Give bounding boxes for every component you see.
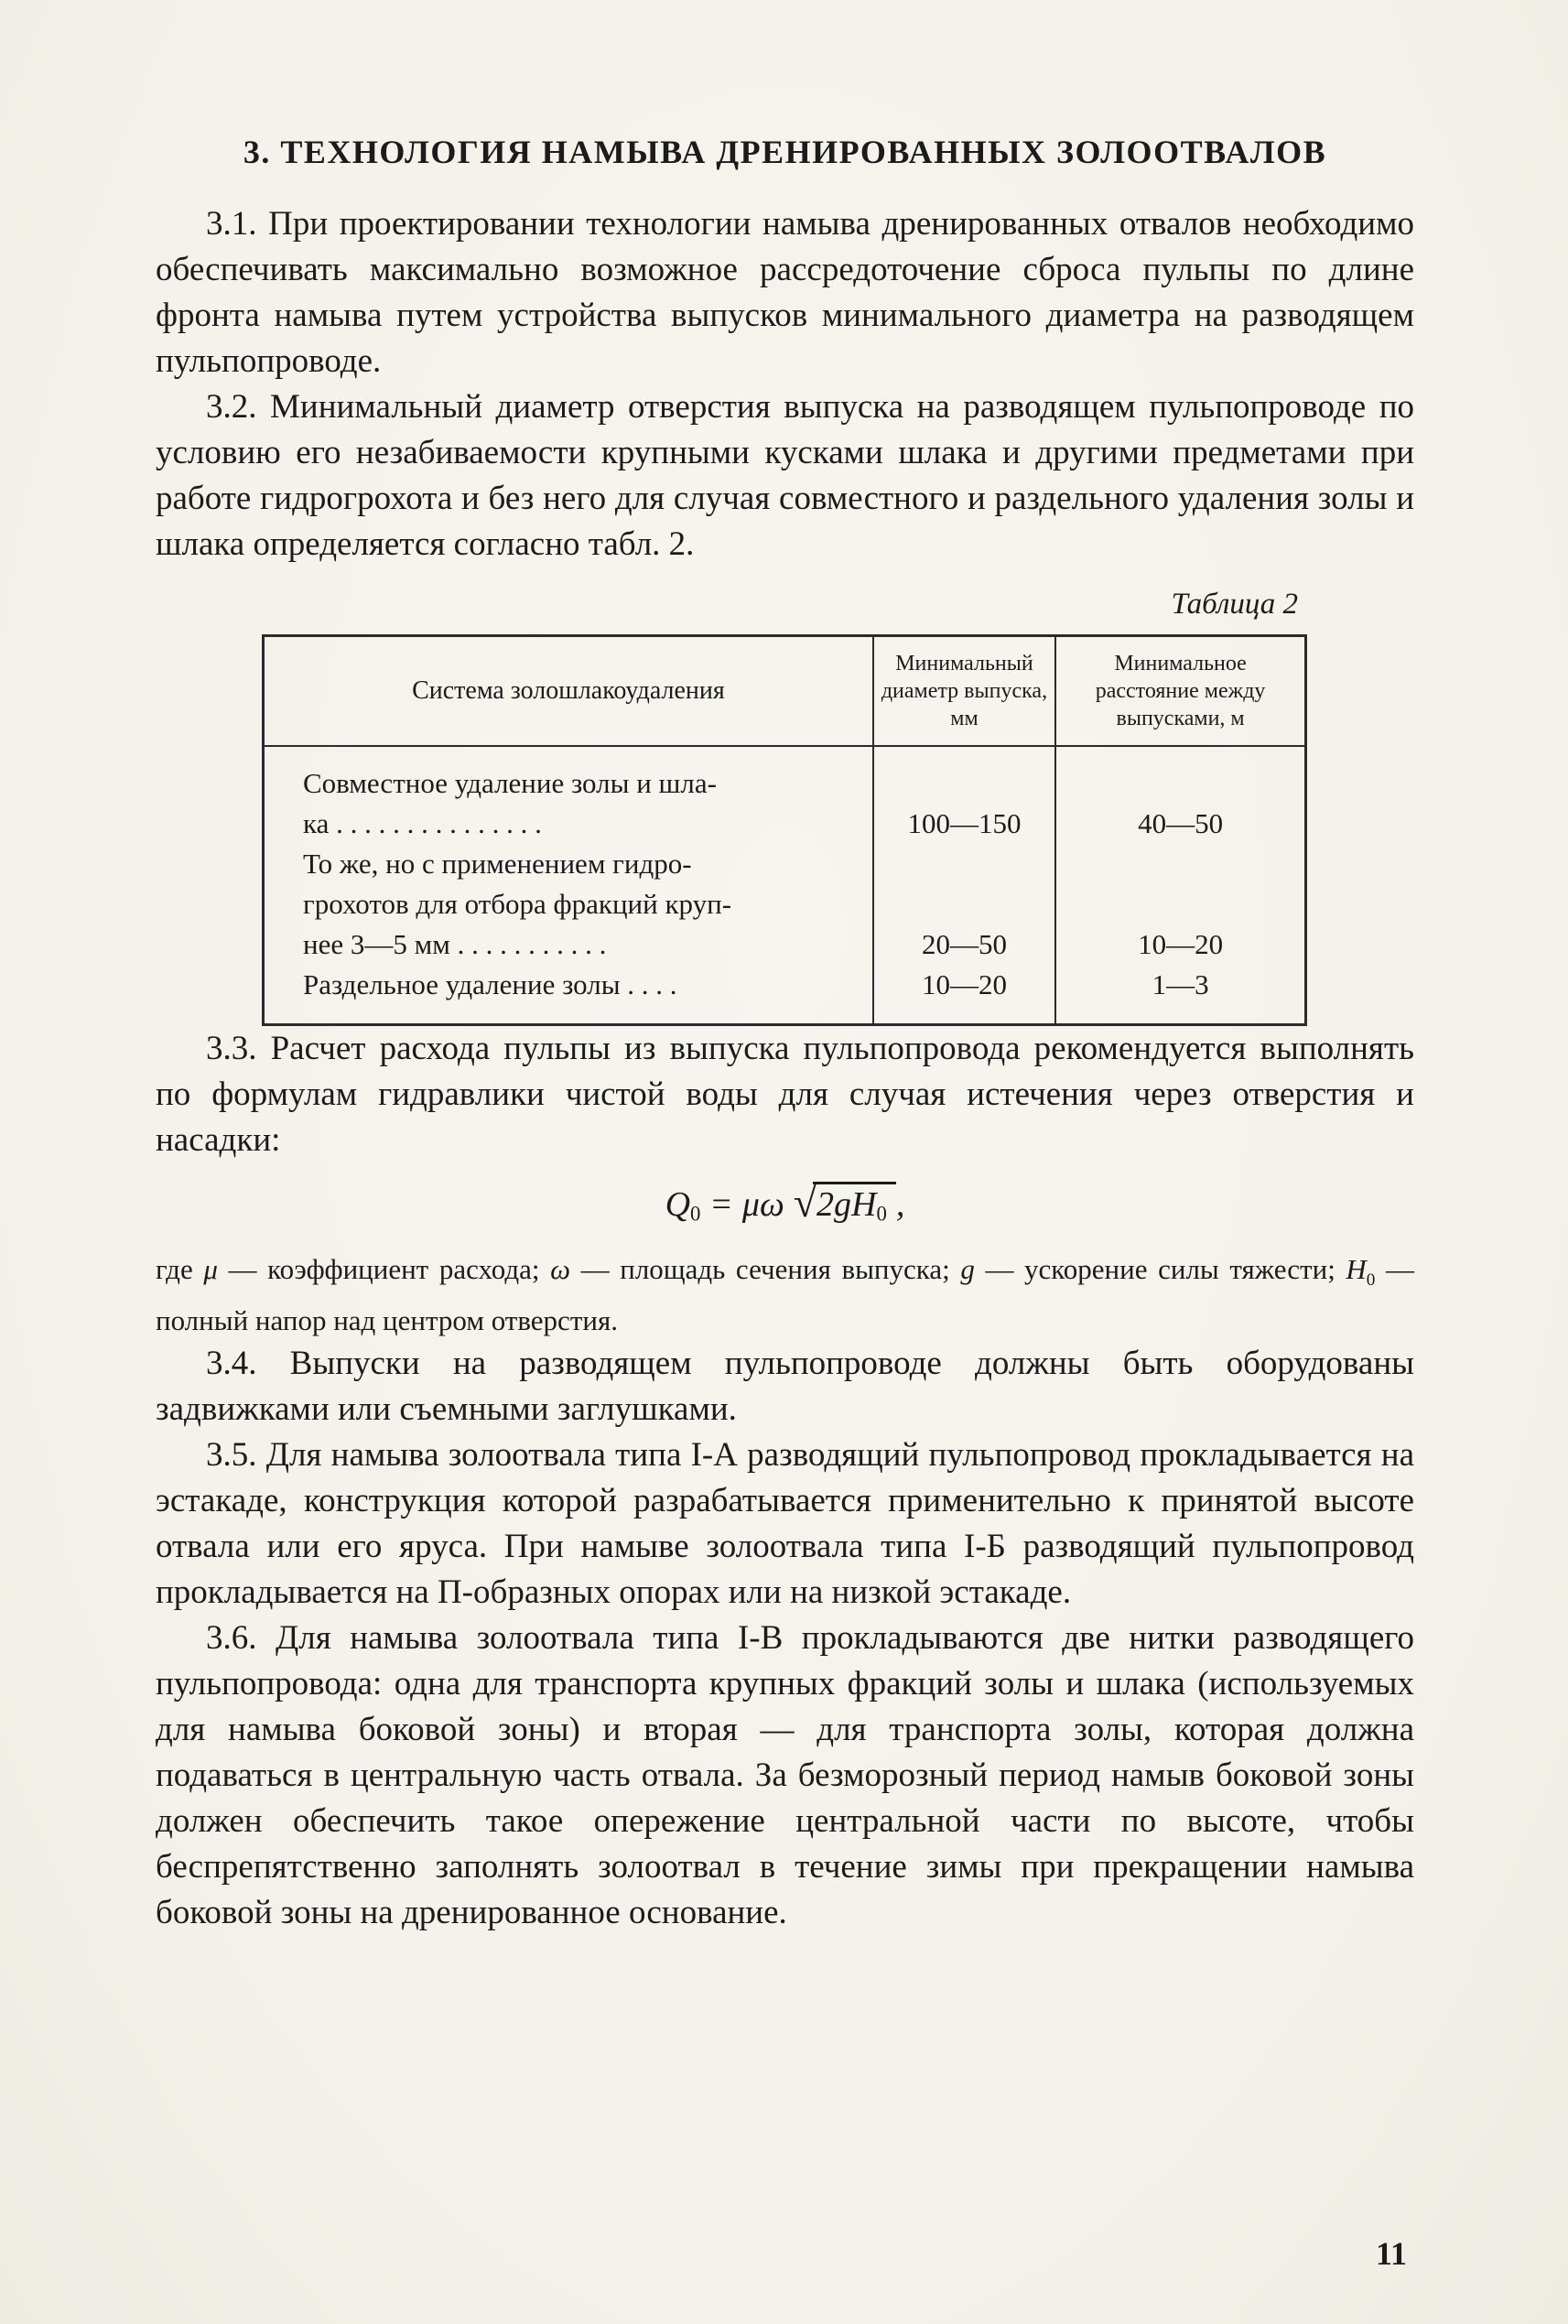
formula-comma: , <box>895 1185 905 1224</box>
row-distance-value <box>1055 746 1305 804</box>
row-diameter-value: 10—20 <box>873 965 1055 1025</box>
row-label: То же, но с применением гидро- <box>303 848 692 880</box>
row-diameter-value: 100—150 <box>873 804 1055 844</box>
row-label: ка . . . . . . . . . . . . . . . <box>303 807 542 839</box>
paragraph-3-1: 3.1. При проектировании технологии намыва дренированных отвалов необходимо обеспечивать максимально возможное рассредоточение сброса пульпы по длине фронта намыва путем устройства выпусков минимального диаметра на разводящем пульпопроводе. <box>156 205 1414 380</box>
table-row <box>264 965 1306 1025</box>
page-content <box>156 130 1414 1936</box>
row-distance-value: 40—50 <box>1055 804 1305 844</box>
table-row <box>264 844 1306 884</box>
formula-coefficient: μω <box>741 1185 784 1224</box>
row-diameter-value: 20—50 <box>873 924 1055 965</box>
formula-equals: = <box>711 1185 731 1224</box>
note-text: — полный напор над центром отверстия. <box>156 1252 1415 1336</box>
table-row <box>264 884 1306 924</box>
row-distance-value <box>1055 844 1305 884</box>
section-heading: 3. ТЕХНОЛОГИЯ НАМЫВА ДРЕНИРОВАННЫХ ЗОЛООТВАЛОВ <box>243 134 1327 170</box>
formula-radicand-subscript: 0 <box>876 1202 887 1226</box>
formula <box>156 1176 1414 1240</box>
formula-radical-sign: √ <box>793 1179 817 1226</box>
table-row <box>264 924 1306 965</box>
paragraph-3-3: 3.3. Расчет расхода пульпы из выпуска пульпопровода рекомендуется выполнять по формулам гидравлики чистой воды для случая истечения через отверстия и насадки: <box>156 1030 1414 1159</box>
note-var-h-subscript: 0 <box>1366 1270 1376 1290</box>
row-label: нее 3—5 мм . . . . . . . . . . . <box>303 928 607 960</box>
row-label: грохотов для отбора фракций круп- <box>303 888 732 920</box>
row-diameter-value <box>873 884 1055 924</box>
note-text: — площадь сечения выпуска; <box>570 1252 961 1285</box>
row-distance-value <box>1055 884 1305 924</box>
table-block <box>262 588 1307 1026</box>
row-diameter-value <box>873 746 1055 804</box>
note-var-h: Н <box>1346 1252 1367 1285</box>
note-text: где <box>156 1252 204 1285</box>
formula-note <box>156 1249 1414 1341</box>
paragraph-3-4: 3.4. Выпуски на разводящем пульпопроводе должны быть оборудованы задвижками или съемными заглушками. <box>156 1344 1414 1428</box>
paragraph-3-6: 3.6. Для намыва золоотвала типа I-В прокладываются две нитки разводящего пульпопровода: одна для транспорта крупных фракций золы и шлака (используемых для намыва боковой зоны) и вторая — для транспорта золы, которая должна подаваться в центральную часть отвала. За безморозный период намыв боковой зоны должен обеспечить такое опережение центральной части по высоте, чтобы беспрепятственно заполнять золоотвал в течение зимы при прекращении намыва боковой зоны на дренированное основание. <box>156 1618 1414 1931</box>
note-text: — коэффициент расхода; <box>217 1252 551 1285</box>
table-2 <box>262 634 1307 1026</box>
table-caption: Таблица 2 <box>1171 588 1298 621</box>
row-distance-value: 10—20 <box>1055 924 1305 965</box>
row-distance-value: 1—3 <box>1055 965 1305 1025</box>
formula-q: Q <box>665 1185 691 1224</box>
formula-radicand <box>813 1182 896 1224</box>
note-var-g: g <box>960 1252 975 1285</box>
note-text: — ускорение силы тяжести; <box>974 1252 1346 1285</box>
col-header-system: Система золошлакоудаления <box>264 636 873 747</box>
col-header-distance: Минимальное расстояние между выпусками, м <box>1055 636 1305 747</box>
formula-q-subscript: 0 <box>690 1202 701 1226</box>
row-label: Раздельное удаление золы . . . . <box>303 968 677 1000</box>
table-header-row <box>264 636 1306 747</box>
note-var-omega: ω <box>550 1252 571 1285</box>
page-number: 11 <box>1375 2235 1407 2272</box>
col-header-diameter: Минимальный диаметр выпуска, мм <box>873 636 1055 747</box>
paragraph-3-2: 3.2. Минимальный диаметр отверстия выпуска на разводящем пульпопроводе по условию его незабиваемости крупными кусками шлака и другими предметами при работе гидрогрохота и без него для случая совместного и раздельного удаления золы и шлака определяется согласно табл. 2. <box>156 388 1414 563</box>
table-row <box>264 804 1306 844</box>
formula-radicand-text: 2gH <box>816 1185 877 1224</box>
row-label: Совместное удаление золы и шла- <box>303 767 717 799</box>
note-var-mu: μ <box>203 1252 218 1285</box>
table-row <box>264 746 1306 804</box>
paragraph-3-5: 3.5. Для намыва золоотвала типа I-А разводящий пульпопровод прокладывается на эстакаде, конструкция которой разрабатывается применительно к принятой высоте отвала или его яруса. При намыве золоотвала типа I-Б разводящий пульпопровод прокладывается на П-образных опорах или на низкой эстакаде. <box>156 1435 1414 1611</box>
row-diameter-value <box>873 844 1055 884</box>
